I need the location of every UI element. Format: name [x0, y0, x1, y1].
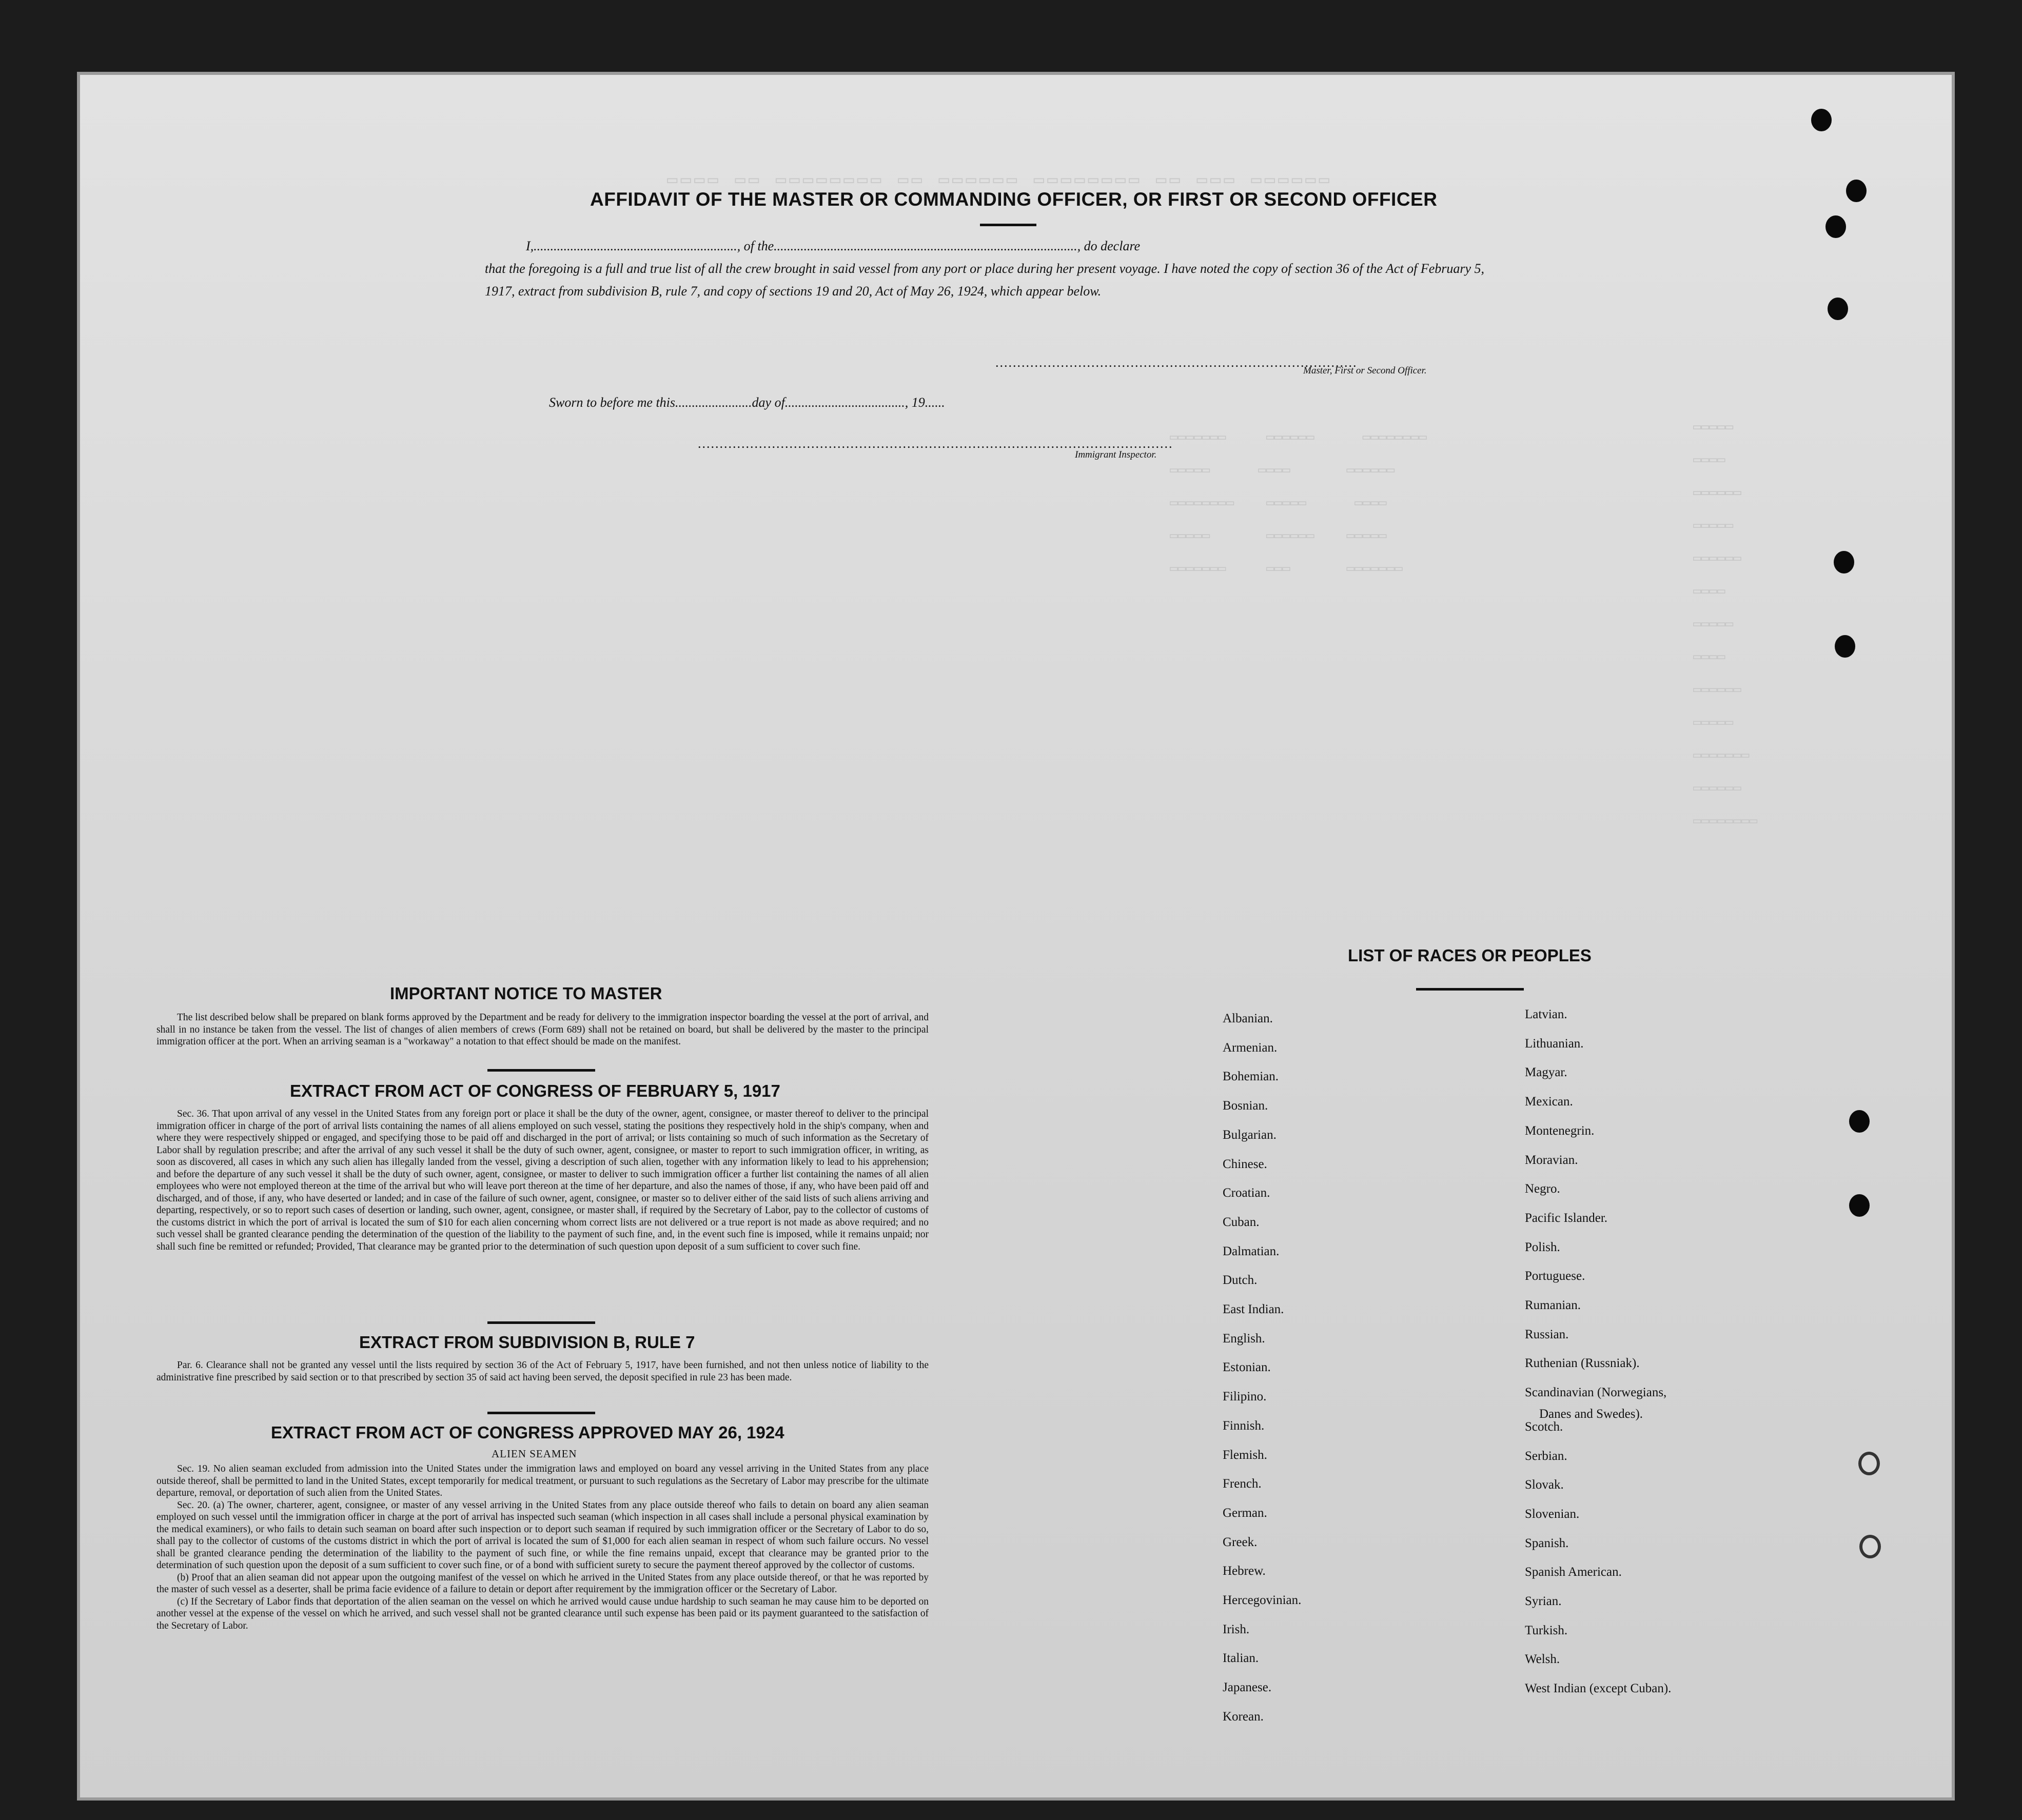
race-item: English.: [1223, 1332, 1265, 1346]
race-item: Korean.: [1223, 1710, 1264, 1724]
race-item: Latvian.: [1525, 1007, 1567, 1021]
race-item: Mexican.: [1525, 1095, 1573, 1109]
race-item: Syrian.: [1525, 1594, 1562, 1608]
race-item: Spanish American.: [1525, 1565, 1622, 1579]
rule7-paragraph: Par. 6. Clearance shall not be granted any vessel until the lists required by section 36 of the Act of February 5, 1917, have been furnished, and not then unless notice of liability to the administrative fine prescribed by said section or to that prescribed by section 35 of said act having been served, the deposit specified in rule 23 has been made.: [156, 1360, 929, 1383]
race-item: Scandinavian (Norwegians,: [1525, 1386, 1667, 1399]
binder-hole: [1849, 1110, 1870, 1133]
race-item: Danes and Swedes).: [1539, 1407, 1643, 1421]
extract-1924-title: EXTRACT FROM ACT OF CONGRESS APPROVED MAY 26, 1924: [271, 1423, 784, 1442]
bleed-through-text: ▭▭▭▭▭ ▭▭▭▭ ▭▭▭▭▭▭ ▭▭▭▭▭ ▭▭▭▭▭▭ ▭▭▭▭ ▭▭▭▭▭ ▭▭▭▭ ▭▭▭▭▭▭ ▭▭▭▭▭ ▭▭▭▭▭▭▭ ▭▭▭▭▭▭ ▭▭▭▭▭▭▭▭: [1693, 419, 1758, 828]
race-item: Montenegrin.: [1525, 1124, 1595, 1138]
race-item: Bosnian.: [1223, 1099, 1268, 1113]
race-item: Chinese.: [1223, 1157, 1267, 1171]
race-item: West Indian (except Cuban).: [1525, 1681, 1672, 1695]
race-item: Greek.: [1223, 1535, 1258, 1549]
binder-hole: [1825, 215, 1846, 238]
race-item: Serbian.: [1525, 1449, 1567, 1463]
binder-hole: [1834, 551, 1854, 573]
race-item: Turkish.: [1525, 1624, 1568, 1637]
divider: [487, 1069, 595, 1072]
binder-hole: [1811, 109, 1832, 131]
race-item: Bulgarian.: [1223, 1128, 1277, 1142]
race-item: Japanese.: [1223, 1680, 1272, 1694]
notice-text: [156, 1012, 929, 1048]
race-item: Armenian.: [1223, 1041, 1278, 1055]
race-item: Lithuanian.: [1525, 1037, 1584, 1051]
race-item: Ruthenian (Russniak).: [1525, 1356, 1640, 1370]
binder-hole: [1835, 635, 1855, 658]
race-item: French.: [1223, 1477, 1262, 1491]
race-item: Croatian.: [1223, 1186, 1270, 1200]
section-20a-paragraph: Sec. 20. (a) The owner, charterer, agent, consignee, or master of any vessel arriving in the United States from any place outside thereof who fails to detain on board any alien seaman employed on such vessel until the immigration officer in charge at the port of arrival has inspected such seaman (which inspection in all cases shall include a personal physical examination by the medical examiners), or who fails to detain such seaman on board after such inspection or to deport such seaman if required by such immigration officer or the Secretary of Labor to do so, shall pay to the collector of customs of the customs district in which the port of arrival is located the sum of $1,000 for each alien seaman in respect of whom such failure occurs. No vessel shall be granted clearance pending the determination of the liability to the payment of such fine, or while the fine remains unpaid, except that clearance may be granted prior to the determination of such question upon the deposit of a sum sufficient to cover such fine, or of a bond with sufficient surety to secure the payment thereof approved by the collector of customs.: [156, 1499, 929, 1571]
race-item: Russian.: [1525, 1328, 1569, 1341]
race-item: Portuguese.: [1525, 1269, 1585, 1283]
notice-paragraph: The list described below shall be prepared on blank forms approved by the Department and be ready for delivery to the immigration inspector boarding the vessel at the port of arrival, and shall in no instance be taken from the vessel. The list of changes of alien members of crews (Form 689) shall not be retained on board, but shall be delivered by the master to the principal immigration officer at the port. When an arriving seaman is a "workaway" a notation to that effect should be made on the manifest.: [156, 1012, 929, 1047]
race-item: Dutch.: [1223, 1273, 1258, 1287]
binder-hole: [1849, 1194, 1870, 1217]
signature-line[interactable]: ...................................................................................: [995, 355, 1358, 370]
race-item: Hebrew.: [1223, 1564, 1266, 1578]
extract-1924-text: [156, 1463, 929, 1632]
binder-hole: [1858, 1452, 1880, 1475]
race-item: Flemish.: [1223, 1448, 1267, 1462]
race-item: Dalmatian.: [1223, 1244, 1280, 1258]
race-item: Estonian.: [1223, 1360, 1271, 1374]
race-item: Slovak.: [1525, 1478, 1564, 1492]
sworn-statement[interactable]: Sworn to before me this.......................day of...................................., 19......: [549, 395, 945, 410]
race-item: Finnish.: [1223, 1419, 1265, 1433]
bleed-through-text: ▭▭▭▭ ▭▭ ▭▭▭▭▭▭▭▭ ▭▭ ▭▭▭▭▭▭ ▭▭▭▭▭▭▭▭ ▭▭ ▭▭▭ ▭▭▭▭▭▭: [667, 169, 1333, 190]
bleed-through-text: ▭▭▭▭▭▭▭ ▭▭▭▭▭▭ ▭▭▭▭▭▭▭▭ ▭▭▭▭▭ ▭▭▭▭ ▭▭▭▭▭▭ ▭▭▭▭▭▭▭▭ ▭▭▭▭▭ ▭▭▭▭ ▭▭▭▭▭ ▭▭▭▭▭▭ ▭▭▭▭▭ ▭▭▭▭▭▭▭ ▭▭▭ ▭▭▭▭▭▭▭: [1170, 429, 1427, 576]
divider: [980, 224, 1036, 226]
race-item: Moravian.: [1525, 1153, 1578, 1167]
extract-1917-title: EXTRACT FROM ACT OF CONGRESS OF FEBRUARY 5, 1917: [290, 1081, 780, 1100]
divider: [1416, 988, 1524, 991]
signature-label: Master, First or Second Officer.: [1303, 365, 1427, 376]
race-item: German.: [1223, 1506, 1267, 1520]
race-item: Welsh.: [1525, 1652, 1560, 1666]
race-item: East Indian.: [1223, 1302, 1284, 1316]
section-20b-paragraph: (b) Proof that an alien seaman did not appear upon the outgoing manifest of the vessel on which he arrived in the United States from any place outside thereof, or that he was reported by the master of such vessel as a deserter, shall be prima facie evidence of a failure to detain or deport after requirement by the immigration officer or the Secretary of Labor.: [156, 1572, 929, 1595]
race-item: Irish.: [1223, 1623, 1250, 1636]
affidavit-statement: that the foregoing is a full and true list of all the crew brought in said vessel from any port or place during her present voyage. I have noted the copy of section 36 of the Act of February 5, 1917, extract from subdivision B, rule 7, and copy of sections 19 and 20, Act of May 26, 1924, which appear below.: [485, 261, 1485, 299]
race-item: Rumanian.: [1525, 1298, 1581, 1312]
affidavit-declaration-line: I,............................................................., of the..........................................................................................., do declare: [526, 239, 1141, 253]
notice-title: IMPORTANT NOTICE TO MASTER: [390, 984, 662, 1003]
race-item: Filipino.: [1223, 1390, 1267, 1403]
section-19-paragraph: Sec. 19. No alien seaman excluded from admission into the United States under the immigration laws and employed on board any vessel arriving in the United States from any place outside thereof, shall be permitted to land in the United States, except temporarily for medical treatment, or pursuant to such regulations as the Secretary of Labor may prescribe for the ultimate departure, removal, or deportation of such alien from the United States.: [156, 1463, 929, 1498]
race-item: Magyar.: [1525, 1065, 1567, 1079]
race-item: Polish.: [1525, 1240, 1560, 1254]
divider: [487, 1412, 595, 1414]
race-item: Pacific Islander.: [1525, 1211, 1608, 1225]
race-item: Hercegovinian.: [1223, 1593, 1302, 1607]
race-item: Scotch.: [1525, 1420, 1563, 1434]
inspector-signature-line[interactable]: .............................................................................................................: [698, 436, 1173, 451]
extract-rule7-title: EXTRACT FROM SUBDIVISION B, RULE 7: [359, 1333, 695, 1352]
race-item: Negro.: [1525, 1182, 1560, 1196]
race-item: Italian.: [1223, 1651, 1259, 1665]
extract-rule7-text: [156, 1359, 929, 1383]
binder-hole: [1859, 1535, 1881, 1558]
binder-hole: [1828, 298, 1848, 320]
race-item: Spanish.: [1525, 1536, 1569, 1550]
affidavit-body: [485, 235, 1485, 303]
inspector-label: Immigrant Inspector.: [1075, 449, 1157, 460]
alien-seamen-subtitle: ALIEN SEAMEN: [492, 1448, 577, 1460]
race-item: Albanian.: [1223, 1012, 1273, 1025]
binder-hole: [1846, 180, 1867, 202]
divider: [487, 1321, 595, 1324]
section-20c-paragraph: (c) If the Secretary of Labor finds that deportation of the alien seaman on the vessel on which he arrived would cause undue hardship to such seaman he may cause him to be deported on another vessel at the expense of the vessel on which he arrived, and such vessel shall not be granted clearance until such expense has been paid or its payment guaranteed to the satisfaction of the Secretary of Labor.: [156, 1596, 929, 1631]
extract-1917-text: [156, 1108, 929, 1253]
affidavit-title: AFFIDAVIT OF THE MASTER OR COMMANDING OFFICER, OR FIRST OR SECOND OFFICER: [590, 189, 1438, 210]
race-item: Cuban.: [1223, 1215, 1260, 1229]
race-item: Slovenian.: [1525, 1507, 1580, 1521]
race-item: Bohemian.: [1223, 1070, 1279, 1083]
section-36-paragraph: Sec. 36. That upon arrival of any vessel in the United States from any foreign port or place it shall be the duty of the owner, agent, consignee, or master thereof to deliver to the principal immigration officer in charge of the port of arrival lists containing the names of all aliens employed on such vessel, stating the positions they respectively hold in the ship's company, when and where they were respectively shipped or engaged, and specifying those to be paid off and discharged in the port of arrival; or lists containing so much of such information as the Secretary of Labor shall by regulation prescribe; and after the arrival of any such vessel it shall be the duty of such owner, agent, consignee, or master to report to such immigration officer, in writing, as soon as discovered, all cases in which any such alien has illegally landed from the vessel, giving a description of such alien, together with any information likely to lead to his apprehension; and before the departure of any such vessel it shall be the duty of such owner, agent, consignee, or master to deliver to such immigration officer a further list containing the names of all alien employees who were not employed thereon at the time of the arrival but who will leave port thereon at the time of her departure, and also the names of those, if any, who have been paid off and discharged, and of those, if any, who have deserted or landed; and in case of the failure of such owner, agent, consignee, or master so to deliver either of the said lists of such aliens arriving and departing, respectively, or so to report such cases of desertion or landing, such owner, agent, consignee, or master shall, if required by the Secretary of Labor, pay to the collector of customs of the customs district in which the port of arrival is located the sum of $10 for each alien concerning whom correct lists are not delivered or a true report is not made as above required; and no such vessel shall be granted clearance pending the determination of the question of the liability to the payment of such fine, and, in the event such fine is imposed, while it remains unpaid; nor shall such fine be remitted or refunded; Provided, That clearance may be granted prior to the determination of such question upon deposit of a sum sufficient to cover such fine.: [156, 1109, 929, 1252]
races-title: LIST OF RACES OR PEOPLES: [1348, 946, 1592, 965]
